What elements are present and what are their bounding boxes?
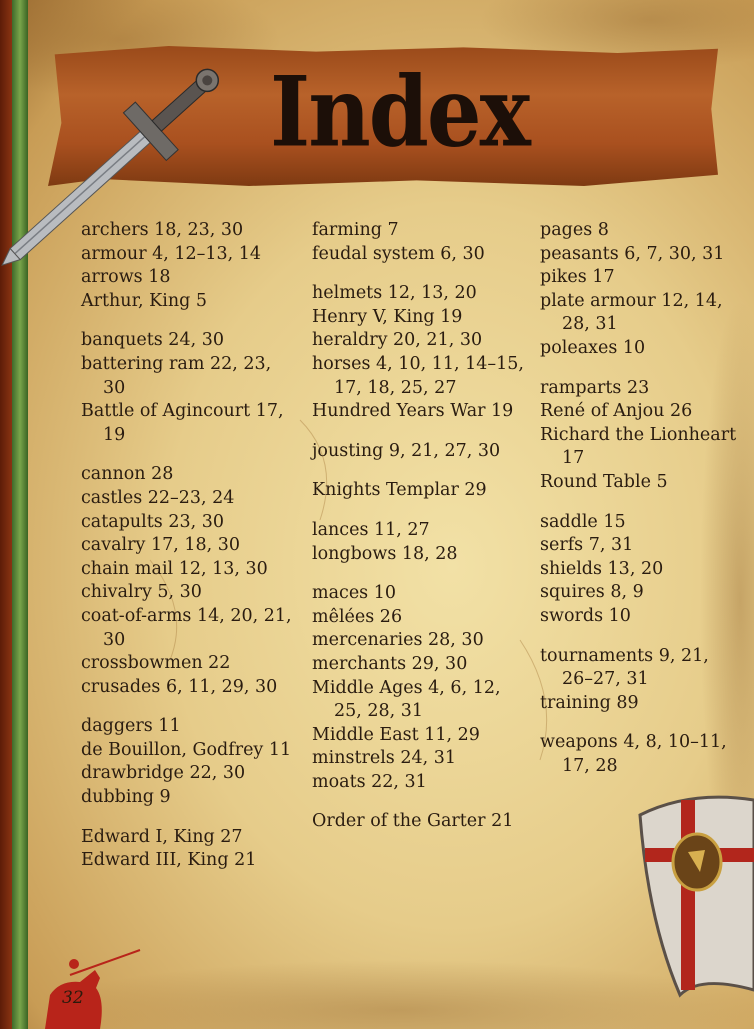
- index-entry: heraldry 20, 21, 30: [312, 330, 483, 351]
- index-entry: chivalry 5, 30: [81, 582, 202, 603]
- index-entry: moats 22, 31: [312, 771, 427, 792]
- index-entry: daggers 11: [81, 716, 181, 737]
- index-entry: Hundred Years War 19: [312, 401, 514, 422]
- index-entry: merchants 29, 30: [312, 653, 468, 674]
- index-entry: pages 8: [540, 220, 609, 240]
- index-entry: battering ram 22, 23, 30: [81, 353, 272, 398]
- index-entry: armour 4, 12–13, 14: [81, 243, 262, 264]
- index-entry: maces 10: [312, 583, 396, 604]
- index-entry: coat-of-arms 14, 20, 21, 30: [81, 605, 292, 650]
- index-entry: archers 18, 23, 30: [81, 220, 244, 240]
- index-entry: poleaxes 10: [540, 337, 646, 358]
- index-entry: René of Anjou 26: [540, 401, 693, 422]
- index-entry: cannon 28: [81, 464, 174, 485]
- index-entry: squires 8, 9: [540, 582, 644, 603]
- index-entry: crusades 6, 11, 29, 30: [81, 676, 278, 697]
- index-entry: cavalry 17, 18, 30: [81, 535, 241, 556]
- index-entry: training 89: [540, 692, 639, 713]
- index-entry: serfs 7, 31: [540, 535, 634, 556]
- index-entry: castles 22–23, 24: [81, 487, 235, 508]
- index-entry: shields 13, 20: [540, 558, 664, 579]
- index-entry: Round Table 5: [540, 471, 668, 492]
- index-entry: Order of the Garter 21: [312, 811, 514, 832]
- page-title: Index: [270, 55, 529, 170]
- index-entry: plate armour 12, 14, 28, 31: [540, 290, 723, 335]
- index-entry: swords 10: [540, 605, 631, 626]
- index-entry: lances 11, 27: [312, 519, 430, 540]
- index-entry: ramparts 23: [540, 377, 650, 398]
- index-entry: dubbing 9: [81, 787, 171, 808]
- index-entry: horses 4, 10, 11, 14–15, 17, 18, 25, 27: [312, 353, 524, 398]
- index-entry: Knights Templar 29: [312, 480, 487, 501]
- page-number: 32: [62, 988, 84, 1008]
- index-entry: jousting 9, 21, 27, 30: [312, 440, 501, 461]
- index-entry: mêlées 26: [312, 606, 403, 627]
- index-entry: Edward III, King 21: [81, 850, 257, 871]
- index-entry: Middle Ages 4, 6, 12, 25, 28, 31: [312, 677, 501, 722]
- index-entry: Middle East 11, 29: [312, 724, 480, 745]
- index-entry: tournaments 9, 21, 26–27, 31: [540, 645, 709, 690]
- index-entry: drawbridge 22, 30: [81, 763, 246, 784]
- index-entry: Edward I, King 27: [81, 826, 243, 847]
- index-entry: pikes 17: [540, 267, 615, 288]
- index-entry: arrows 18: [81, 267, 171, 288]
- index-entry: banquets 24, 30: [81, 330, 224, 351]
- index-entry: Battle of Agincourt 17, 19: [81, 401, 284, 445]
- index-entry: crossbowmen 22: [81, 653, 231, 674]
- index-entry: catapults 23, 30: [81, 511, 225, 532]
- index-entry: chain mail 12, 13, 30: [81, 558, 268, 579]
- index-entry: saddle 15: [540, 511, 626, 532]
- index-entry: Richard the Lionheart 17: [540, 424, 737, 469]
- index-entry: weapons 4, 8, 10–11, 17, 28: [540, 732, 727, 776]
- index-entry: minstrels 24, 31: [312, 748, 456, 769]
- index-entry: longbows 18, 28: [312, 543, 458, 564]
- index-entry: de Bouillon, Godfrey 11: [81, 739, 292, 760]
- index-entry: helmets 12, 13, 20: [312, 283, 477, 304]
- index-entry: Henry V, King 19: [312, 306, 463, 327]
- index-entry: farming 7: [312, 220, 399, 240]
- index-entry: Arthur, King 5: [81, 290, 207, 311]
- index-entry: mercenaries 28, 30: [312, 630, 484, 651]
- index-entry: peasants 6, 7, 30, 31: [540, 243, 725, 264]
- index-entry: feudal system 6, 30: [312, 243, 485, 264]
